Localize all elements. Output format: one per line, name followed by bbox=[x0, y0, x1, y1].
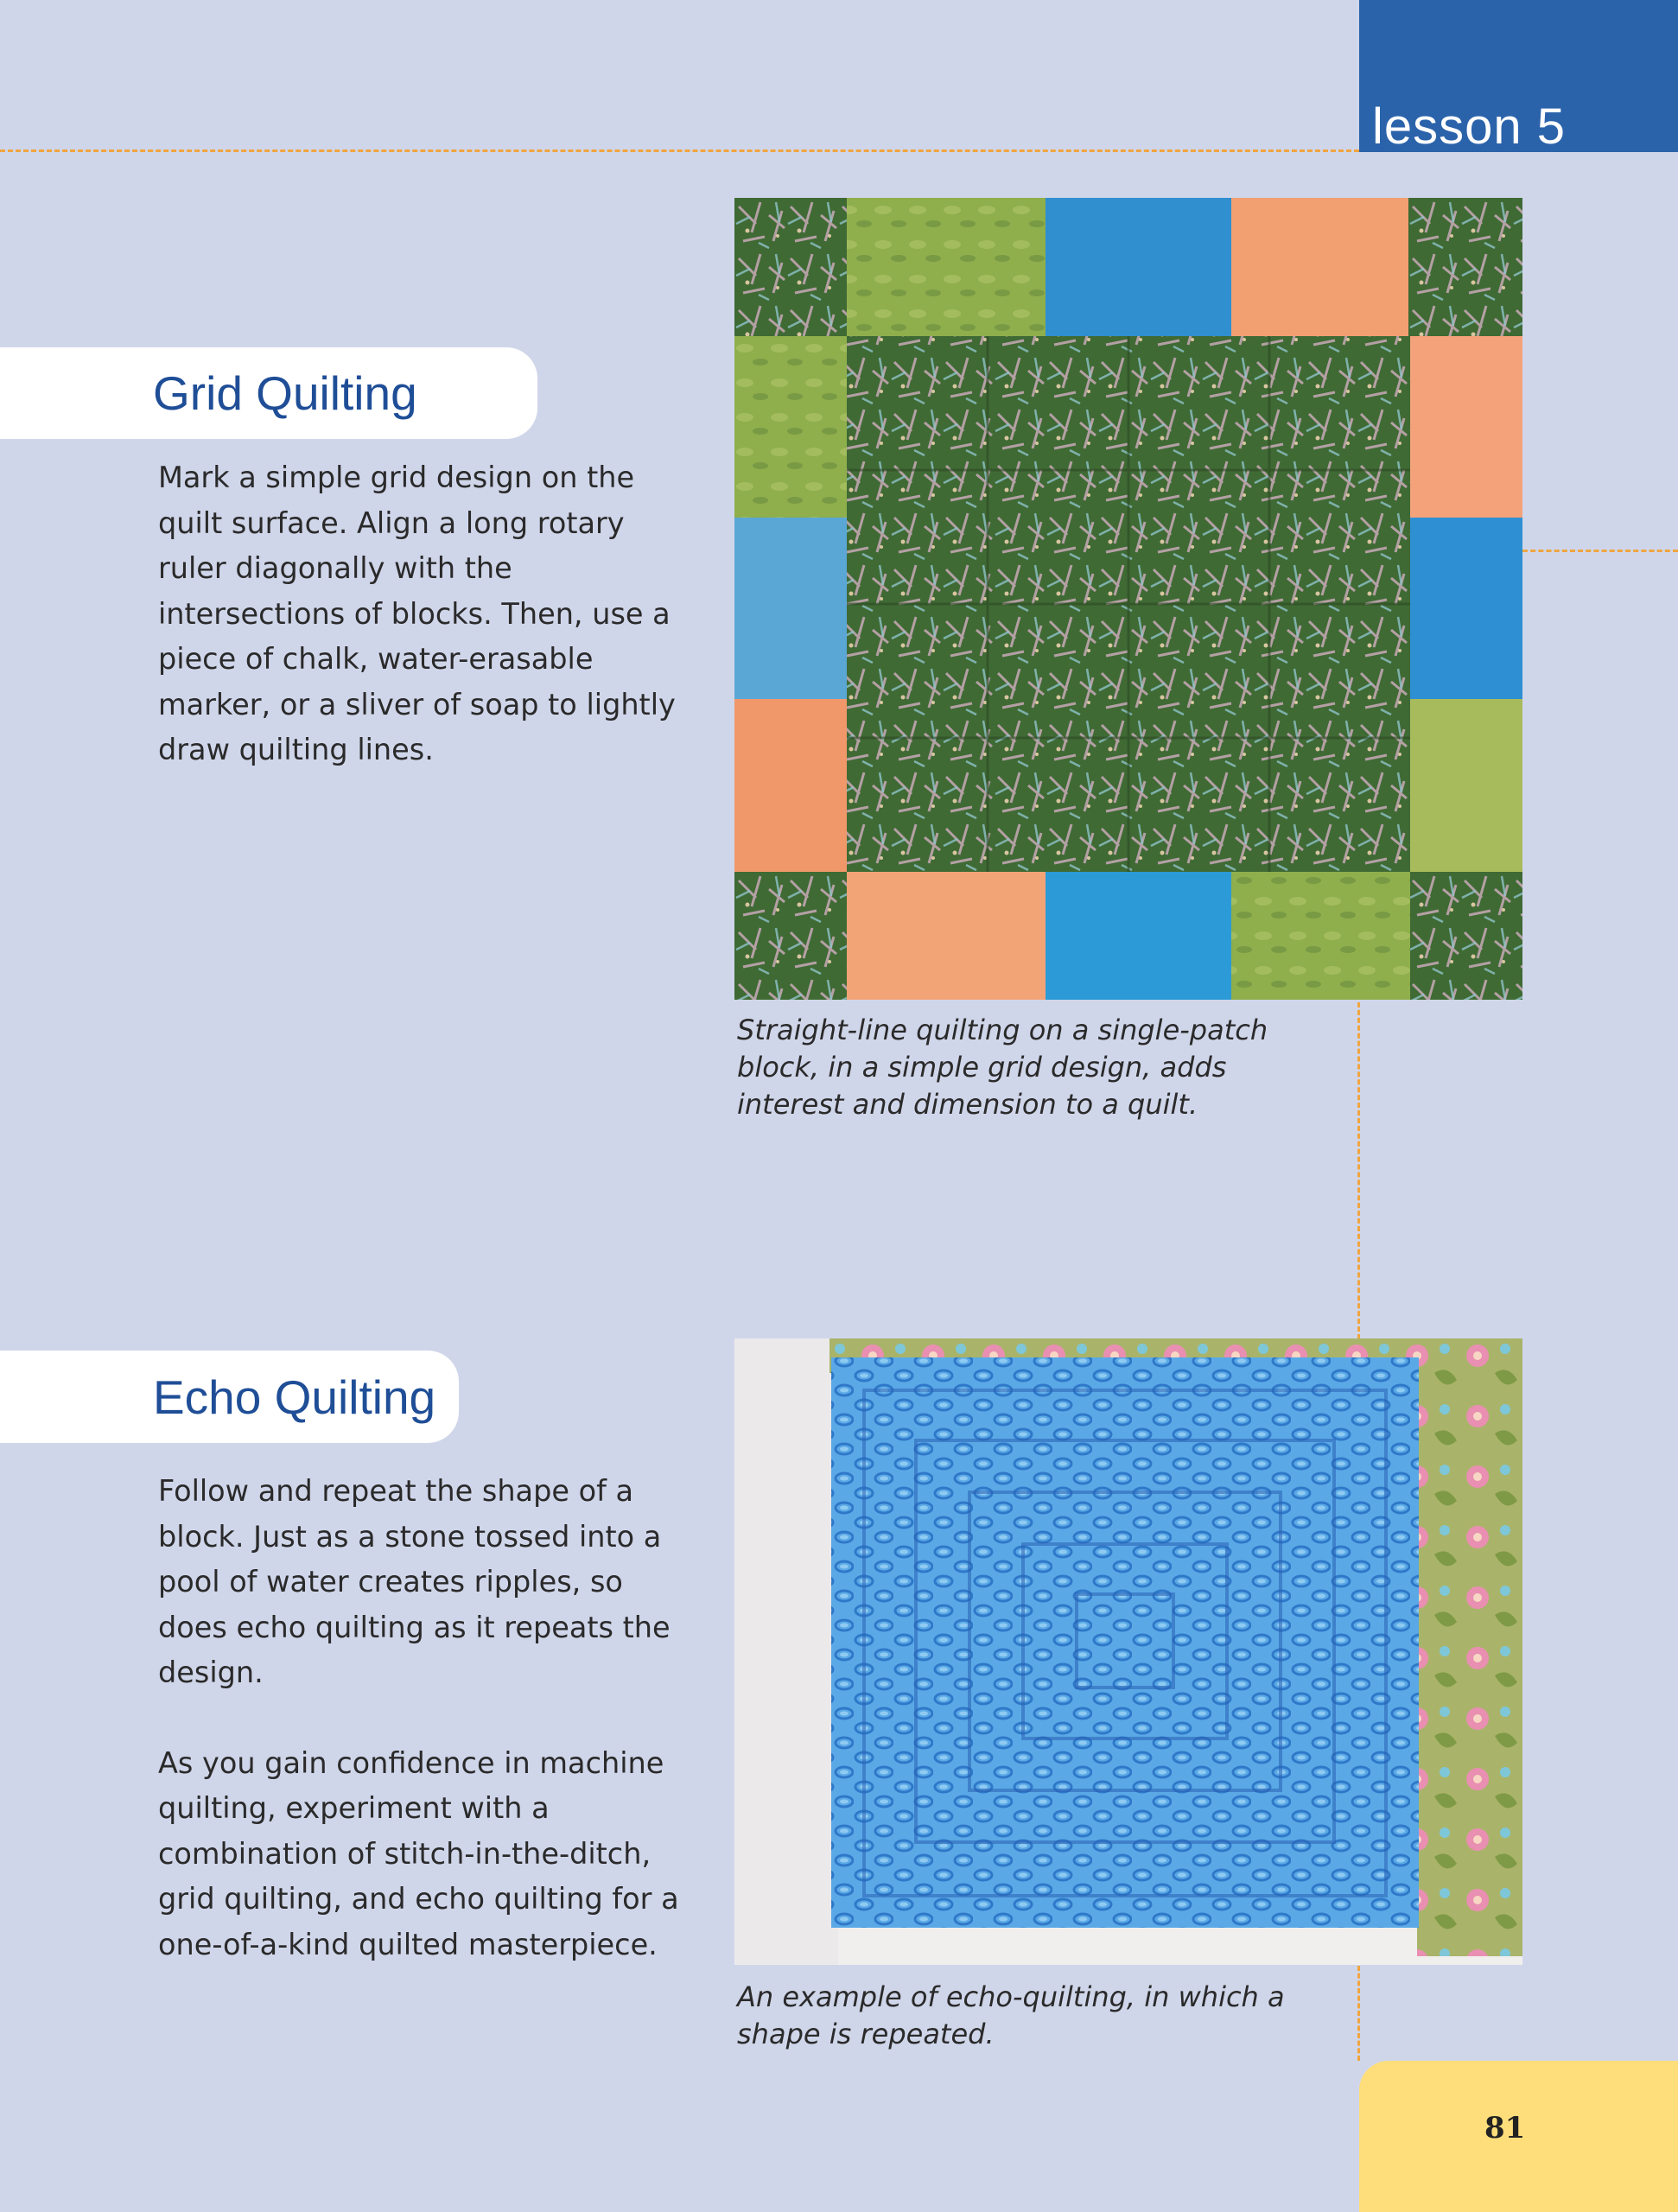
echo-quilt-image bbox=[734, 1338, 1522, 1965]
echo-quilting-body bbox=[158, 1469, 694, 1967]
grid-quilt-caption: Straight-line quilting on a single-patch block, in a simple grid design, adds interest and dimension to a quilt. bbox=[737, 1014, 1268, 1121]
echo-quilting-paragraph-2: As you gain confidence in machine quilting, experiment with a combination of stitch-in-the-ditch, grid quilting, and echo quilting for a one-of-a-kind quilted masterpiece. bbox=[158, 1745, 679, 1961]
side-dashed-rule bbox=[1522, 550, 1678, 552]
floral-border-right bbox=[1417, 1338, 1522, 1956]
vertical-dashed-rule-1 bbox=[1357, 1002, 1360, 1339]
lesson-label: lesson 5 bbox=[1372, 99, 1567, 155]
echo-quilt-photo bbox=[734, 1338, 1522, 1965]
page-number: 81 bbox=[1484, 2111, 1526, 2145]
vertical-dashed-rule-2 bbox=[1357, 1966, 1360, 2061]
header-dashed-rule bbox=[0, 149, 1359, 152]
echo-quilting-paragraph-1: Follow and repeat the shape of a block. Just as a stone tossed into a pool of water creates ripples, so does echo quilting as it repeats the design. bbox=[158, 1474, 671, 1689]
echo-quilt-caption: An example of echo-quilting, in which a shape is repeated. bbox=[737, 1980, 1285, 2050]
grid-quilting-paragraph: Mark a simple grid design on the quilt surface. Align a long rotary ruler diagonally with the intersections of blocks. Then, use a piece of chalk, water-erasable marker, or a sliver of soap to lightly draw quilting lines. bbox=[158, 461, 676, 766]
grid-quilt-image bbox=[734, 198, 1522, 1000]
grid-quilt-photo bbox=[734, 198, 1522, 1000]
echo-quilting-heading: Echo Quilting bbox=[153, 1370, 436, 1424]
grid-quilting-heading: Grid Quilting bbox=[153, 366, 417, 420]
grid-quilting-body bbox=[158, 455, 677, 773]
